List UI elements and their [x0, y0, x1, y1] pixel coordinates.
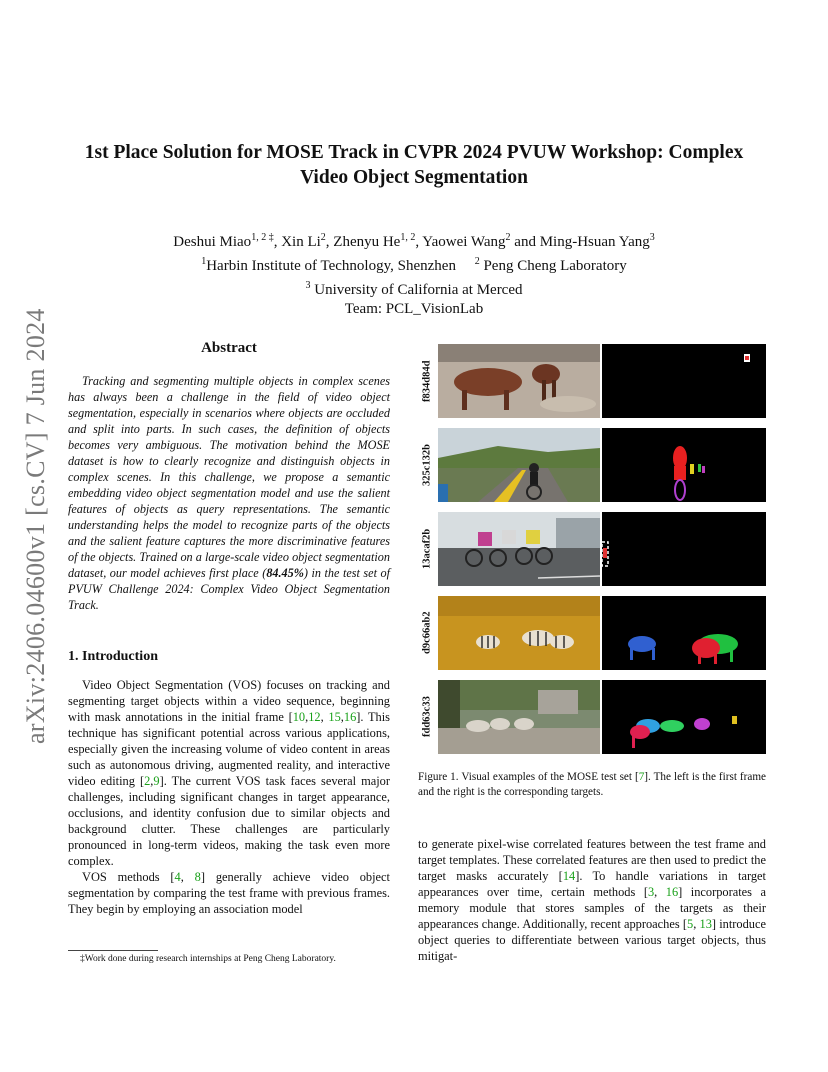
author-affil-sup: 1, 2 ‡ [251, 232, 274, 243]
affiliation-2: Peng Cheng Laboratory [483, 258, 627, 274]
figure-row [418, 680, 766, 754]
citation-link[interactable]: 10 [292, 710, 306, 724]
figure-row [418, 512, 766, 586]
sequence-id-label: fdd63c33 [421, 696, 433, 738]
citation-link[interactable]: 2 [144, 774, 151, 788]
text-run: ] generally achieve video object segmentation by comparing the test frame with previous frames. They begin by employing an association model [68, 870, 390, 916]
text-run: to generate pixel-wise correlated features between the test frame and target templates. These correlated features are then used to predict the target masks accurately [ [418, 837, 766, 883]
affil-sup: 2 [474, 256, 480, 267]
affiliation-1: Harbin Institute of Technology, Shenzhen [206, 258, 456, 274]
first-frame-image [438, 512, 600, 586]
author-name: Ming-Hsuan Yang [539, 234, 650, 250]
text-run: ] introduce object queries to differentiate between various target objects, thus mitigat- [418, 917, 766, 963]
author-name: Xin Li [281, 234, 321, 250]
footnote: ‡Work done during research internships at Peng Cheng Laboratory. [80, 954, 336, 964]
left-column [68, 340, 390, 917]
affiliation-3: University of California at Merced [314, 282, 523, 298]
intro-paragraph-2: VOS methods [4, 8] generally achieve video object segmentation by comparing the test frame with previous frames. They begin by employing an association model [68, 870, 390, 916]
abstract-text-part: ) in the test set of PVUW Challenge 2024: Complex Video Object Segmentation Track. [68, 566, 390, 612]
text-run: ]. This technique has significant potential across various applications, especially given the increasing volume of video content in areas such as autonomous driving, augmented reality, and interactive video editing [ [68, 710, 390, 788]
text-run: ]. The current VOS task faces several major challenges, including significant changes in target appearance, occlusions, and identity confusion due to similar objects and background clutter. These challenges are particularly pronounced in long-term videos, making the task even more complex. [68, 774, 390, 868]
citation-link[interactable]: 15 [328, 710, 341, 724]
body-paragraph: to generate pixel-wise correlated features between the test frame and target templates. These correlated features are then used to predict the target masks accurately [14]. To handle variations in target appearances over time, certain methods [3, 16] incorporates a memory module that stores samples of the targets as their appearances change. Additionally, recent approaches [5, 13] introduce object queries to differentiate between various target objects, thus mitigat- [418, 837, 766, 963]
first-frame-image [438, 428, 600, 502]
citation-link[interactable]: 8 [194, 870, 201, 884]
sequence-id-label: 13acaf2b [421, 528, 433, 570]
target-mask-image [602, 680, 766, 754]
intro-paragraph-1: Video Object Segmentation (VOS) focuses on tracking and segmenting target objects within a video sequence, beginning with mask annotations in the initial frame [10,12, 15,16]. This technique has significant potential across various applications, especially given the increasing volume of video content in areas such as autonomous driving, augmented reality, and interactive video editing [2,9]. The current VOS task faces several major challenges, including significant changes in target appearance, occlusions, and identity confusion due to similar objects and background clutter. These challenges are particularly pronounced in long-term videos, making the task even more complex. [68, 678, 390, 868]
first-frame-image [438, 680, 600, 754]
figure-row [418, 428, 766, 502]
target-mask-image [602, 596, 766, 670]
first-frame-image [438, 344, 600, 418]
abstract-heading: Abstract [201, 340, 257, 356]
citation-link[interactable]: 4 [174, 870, 181, 884]
author-affil-sup: 3 [649, 232, 655, 243]
citation-link[interactable]: 9 [153, 774, 160, 788]
affil-sup: 1 [201, 256, 207, 267]
text-run: ] incorporates a memory module that stores samples of the targets as their appearances change. Additionally, recent approaches [ [418, 885, 766, 931]
citation-link[interactable]: 12 [308, 710, 321, 724]
author-list: Deshui Miao$^{1, 2 \ddagger}$, Xin Li$^2$, Zhenyu He$^{1, 2}$, Yaowei Wang$^2$ and Ming-Hsuan Yang$^3$ [173, 232, 655, 250]
affiliation-line [60, 276, 768, 300]
right-column-text [418, 836, 766, 964]
citation-link[interactable]: 7 [638, 771, 645, 783]
citation-link[interactable]: 14 [562, 869, 576, 883]
sequence-id-label: f834d84d [421, 360, 433, 402]
citation-link[interactable]: 16 [665, 885, 679, 899]
text-run: ]. To handle variations in target appearances over time, certain methods [ [418, 869, 766, 899]
text-run: Video Object Segmentation (VOS) focuses on tracking and segmenting target objects within a video sequence, beginning with mask annotations in the initial frame [ [68, 678, 390, 724]
citation-link[interactable]: 5 [687, 917, 694, 931]
footnote-divider [68, 950, 158, 951]
text-run: VOS methods [ [82, 870, 175, 884]
sequence-id-label: 325c132b [421, 444, 433, 486]
affiliation-line [60, 252, 768, 276]
citation-link[interactable]: 16 [343, 710, 357, 724]
arxiv-identifier: arXiv:2406.04600v1 [cs.CV] 7 Jun 2024 [21, 308, 50, 744]
author-affil-sup: 1, 2 [400, 232, 416, 243]
abstract-text-part: Tracking and segmenting multiple objects in complex scenes has always been a challenge in the field of video object segmentation, especially in scenarios where objects are occluded and split into parts. In such cases, the definition of objects becomes very ambiguous. The motivation behind the MOSE dataset is how to clearly recognize and distinguish objects in complex scenes. In this challenge, we propose a semantic embedding video object segmentation model and use the salient features of objects as query representations. The semantic understanding helps the model to recognize parts of the objects and the salient feature captures the more discriminative features of the objects. Trained on a large-scale video object segmentation dataset, our model achieves first place ( [68, 374, 390, 580]
sequence-id-label: d9c66ab2 [421, 611, 433, 655]
figure-1 [418, 344, 766, 754]
section-heading-introduction: 1. Introduction [68, 649, 158, 664]
figure-row [418, 596, 766, 670]
author-name: Yaowei Wang [422, 234, 506, 250]
author-name: Zhenyu He [333, 234, 401, 250]
first-frame-image [438, 596, 600, 670]
target-mask-image [602, 512, 766, 586]
caption-text: ]. The left is the first frame and the right is the corresponding targets. [418, 771, 766, 798]
author-affil-sup: 2 [505, 232, 511, 243]
figure-caption [418, 770, 766, 800]
team-name: Team: PCL_VisionLab [344, 301, 484, 317]
abstract-score: 84.45% [266, 566, 304, 580]
author-block [60, 228, 768, 319]
citation-link[interactable]: 3 [647, 885, 655, 899]
citation-link[interactable]: 13 [699, 917, 712, 931]
author-name: Deshui Miao [173, 234, 252, 250]
paper-title: 1st Place Solution for MOSE Track in CVPR 2024 PVUW Workshop: Complex Video Object Segmentation [84, 142, 744, 188]
target-mask-image [602, 428, 766, 502]
figure-row [418, 344, 766, 418]
author-affil-sup: 2 [320, 232, 326, 243]
affil-sup: 3 [305, 280, 311, 291]
target-mask-image [602, 344, 766, 418]
abstract-text [68, 373, 390, 613]
caption-text: Figure 1. Visual examples of the MOSE test set [ [418, 771, 639, 783]
